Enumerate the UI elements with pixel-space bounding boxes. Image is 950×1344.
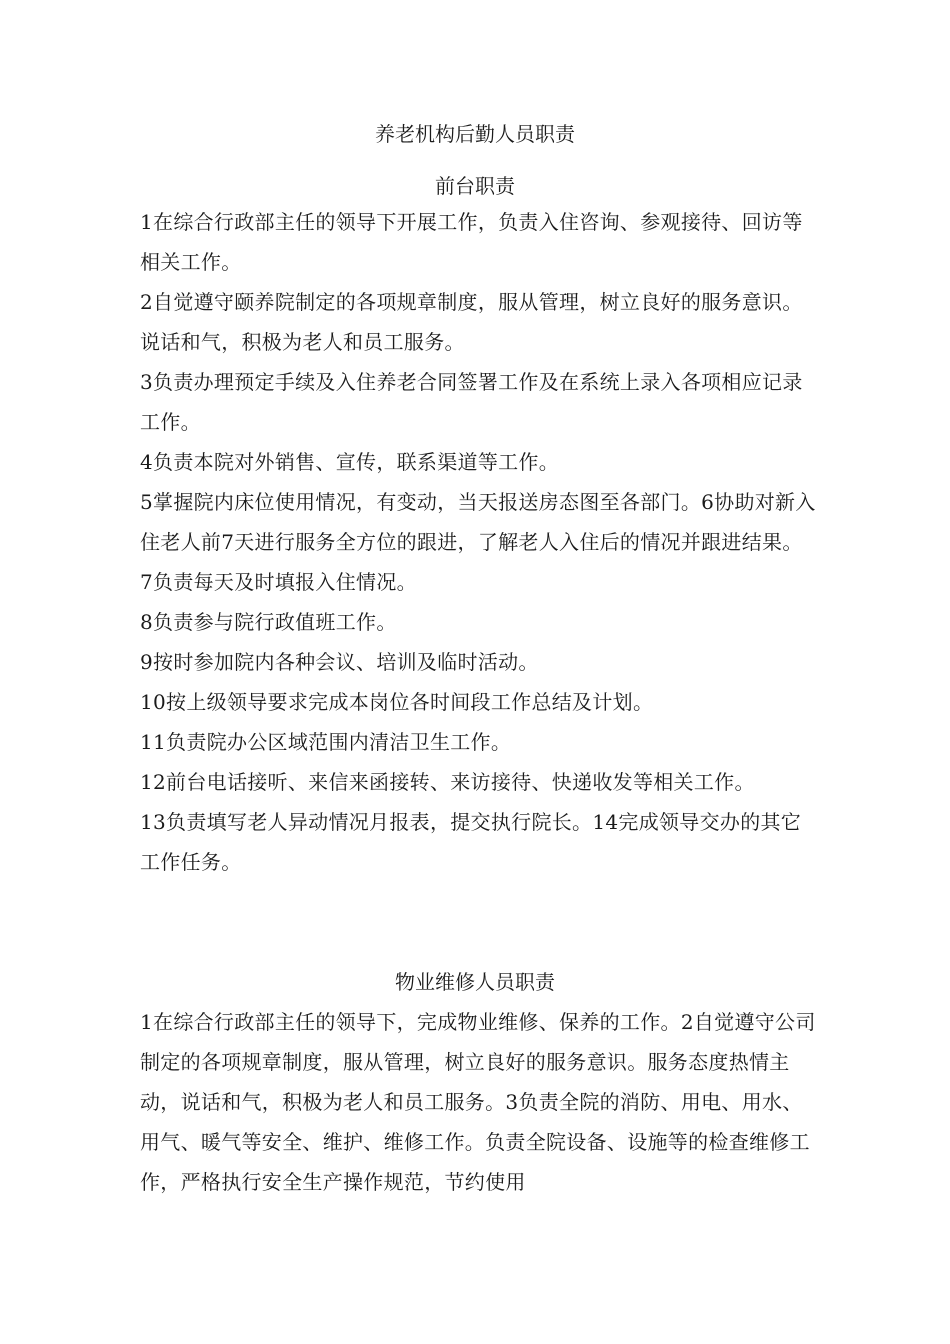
paragraph: 9按时参加院内各种会议、培训及临时活动。 — [140, 650, 539, 674]
paragraph: 3负责办理预定手续及入住养老合同签署工作及在系统上录入各项相应记录工作。 — [140, 370, 803, 434]
section-body-front-desk — [140, 202, 820, 882]
paragraph: 2自觉遵守颐养院制定的各项规章制度，服从管理，树立良好的服务意识。说话和气，积极为老人和员工服务。 — [140, 290, 803, 354]
paragraph: 10按上级领导要求完成本岗位各时间段工作总结及计划。 — [140, 690, 654, 714]
paragraph: 13负责填写老人异动情况月报表，提交执行院长。14完成领导交办的其它工作任务。 — [140, 810, 802, 874]
paragraph: 4负责本院对外销售、宣传，联系渠道等工作。 — [140, 450, 560, 474]
section-body-maintenance — [140, 1002, 820, 1202]
section-heading-front-desk: 前台职责 — [435, 174, 515, 198]
document-title: 养老机构后勤人员职责 — [375, 122, 575, 146]
paragraph: 5掌握院内床位使用情况，有变动，当天报送房态图至各部门。6协助对新入住老人前7天进行服务全方位的跟进，了解老人入住后的情况并跟进结果。 — [140, 490, 816, 554]
section-heading-maintenance: 物业维修人员职责 — [395, 970, 555, 994]
paragraph: 12前台电话接听、来信来函接转、来访接待、快递收发等相关工作。 — [140, 770, 755, 794]
paragraph: 7负责每天及时填报入住情况。 — [140, 570, 417, 594]
paragraph: 8负责参与院行政值班工作。 — [140, 610, 397, 634]
paragraph: 1在综合行政部主任的领导下，完成物业维修、保养的工作。2自觉遵守公司制定的各项规章制度，服从管理，树立良好的服务意识。服务态度热情主动，说话和气，积极为老人和员工服务。3负责全院的消防、用电、用水、用气、暖气等安全、维护、维修工作。负责全院设备、设施等的检查维修工作，严格执行安全生产操作规范，节约使用 — [140, 1010, 816, 1194]
paragraph: 1在综合行政部主任的领导下开展工作，负责入住咨询、参观接待、回访等相关工作。 — [140, 210, 803, 274]
paragraph: 11负责院办公区域范围内清洁卫生工作。 — [140, 730, 512, 754]
